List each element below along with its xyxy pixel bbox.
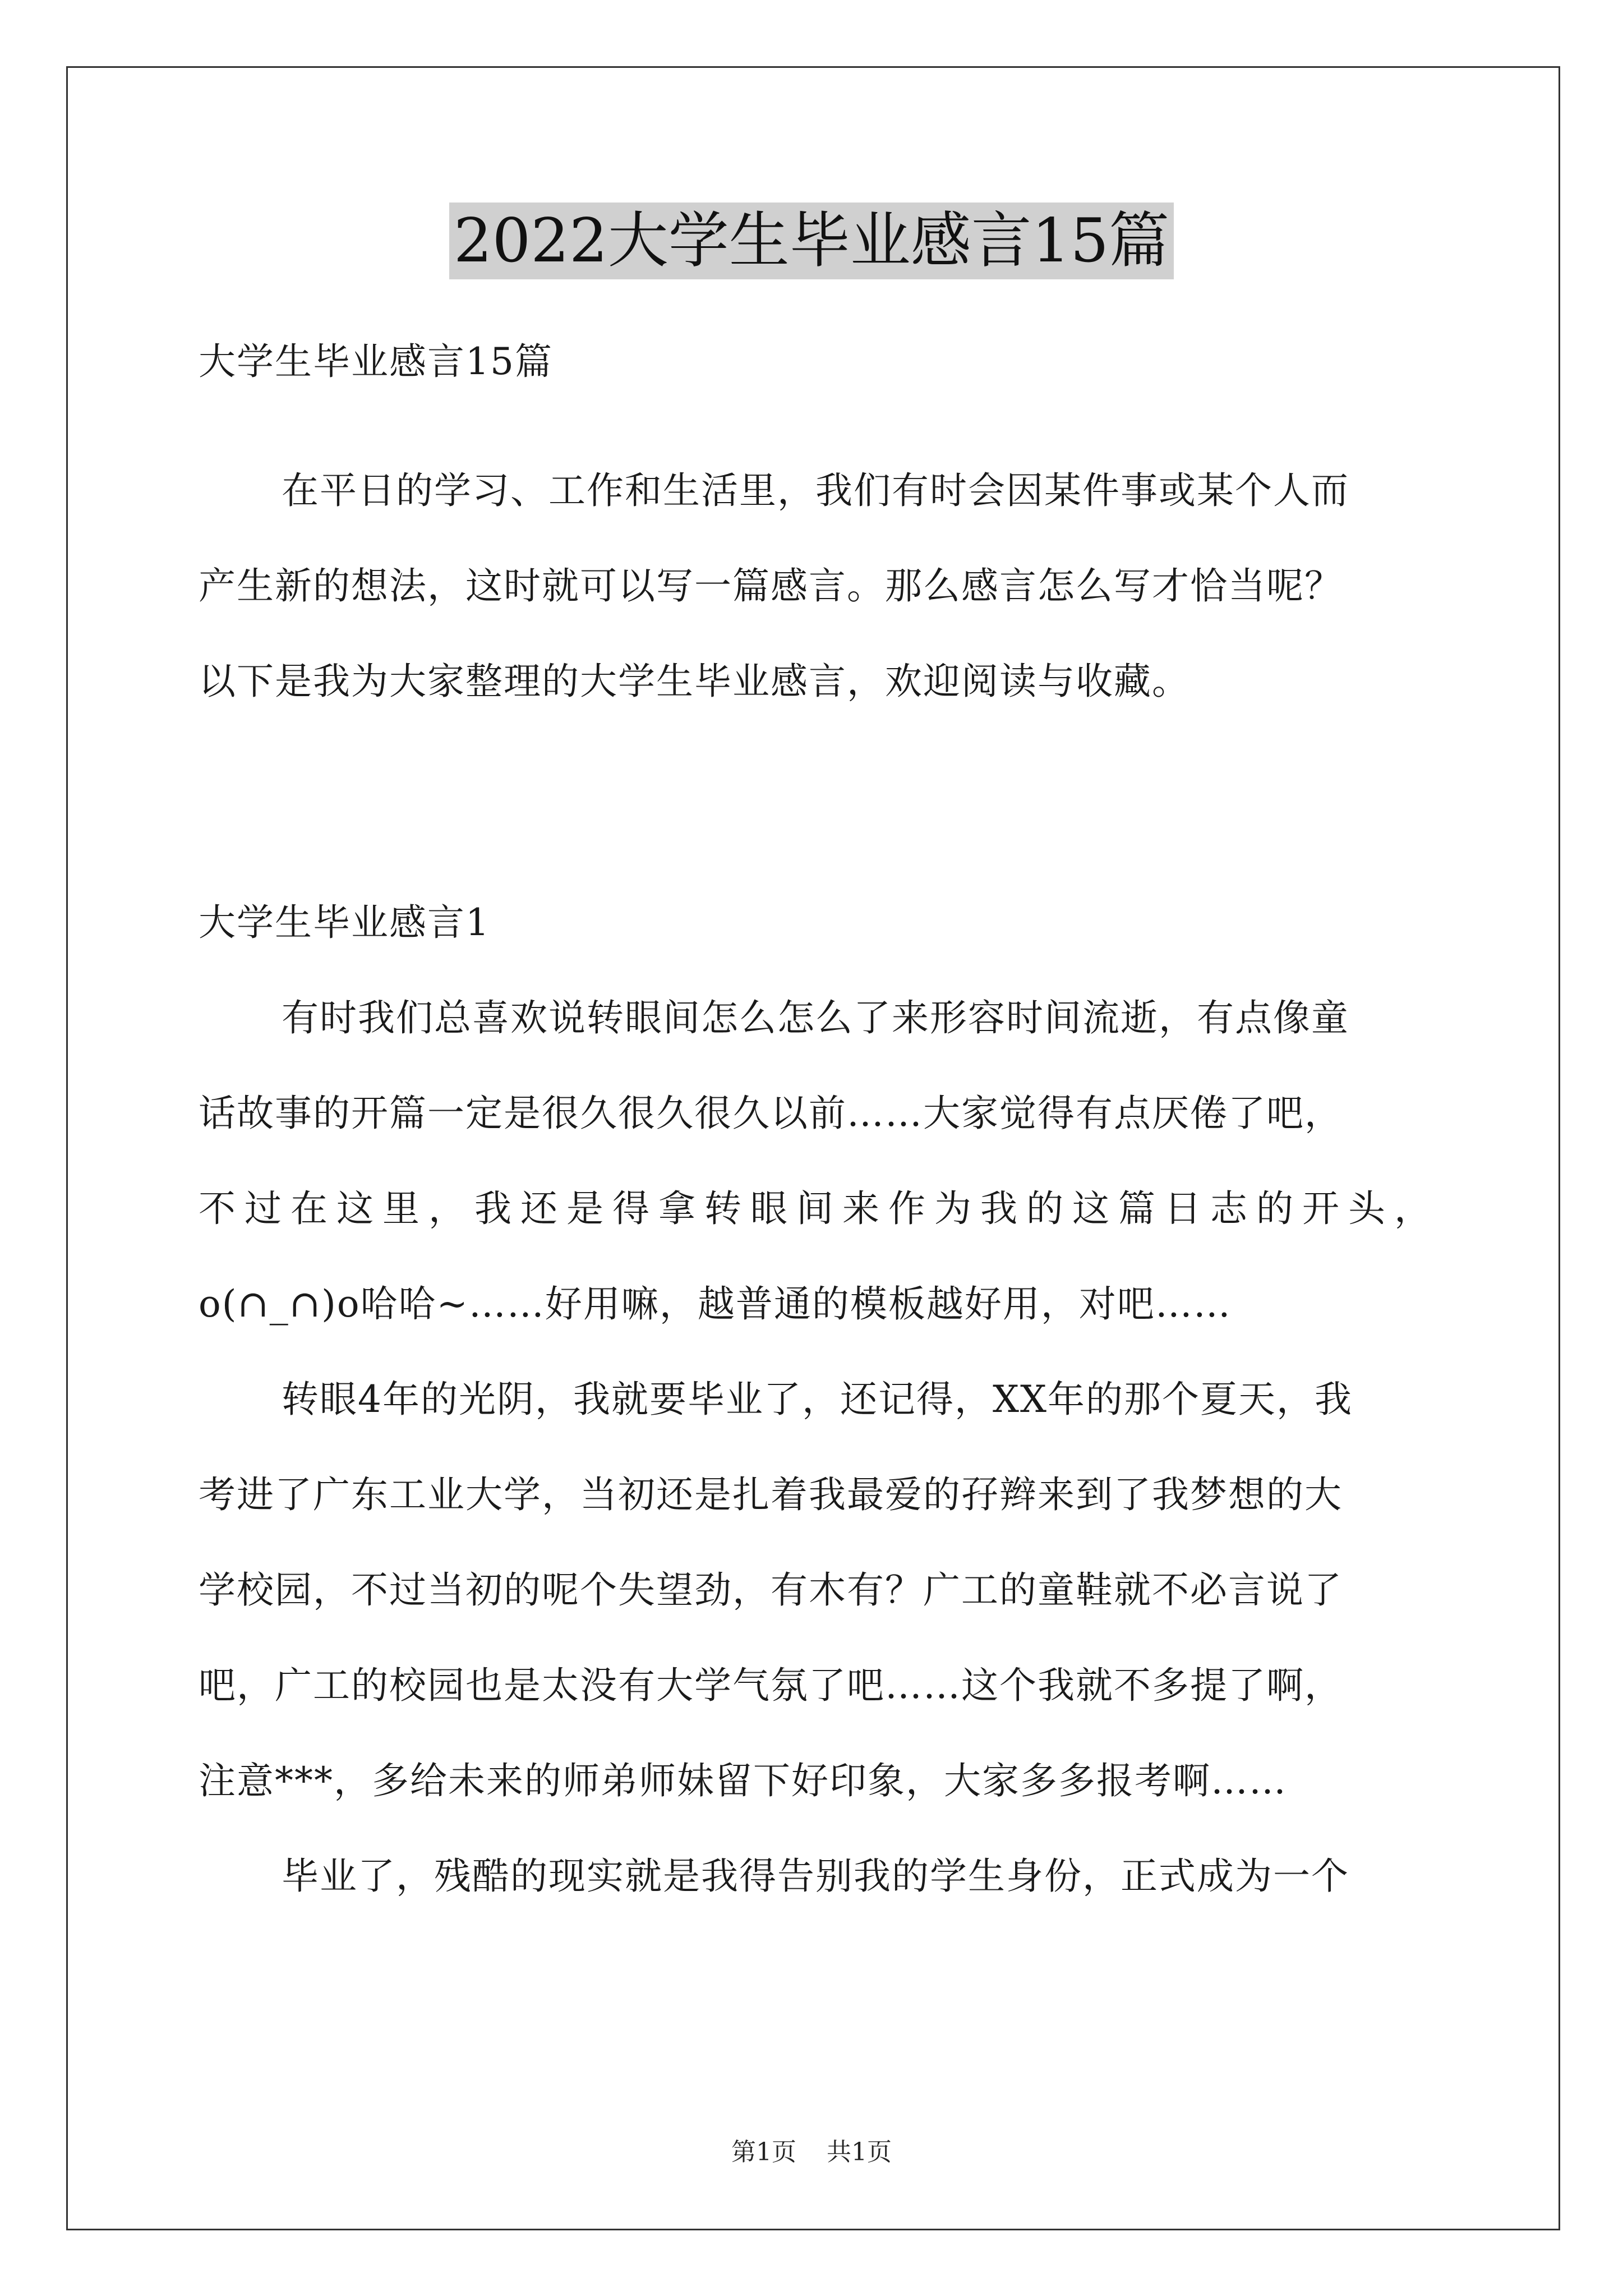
section-heading: 大学生毕业感言1 [199, 901, 490, 944]
paragraph-line: 吧，广工的校园也是太没有大学气氛了吧……这个我就不多提了啊， [199, 1664, 1343, 1707]
paragraph-3 [199, 1829, 1432, 1924]
intro-line: 以下是我为大家整理的大学生毕业感言，欢迎阅读与收藏。 [199, 660, 1190, 703]
intro-paragraph [199, 443, 1432, 729]
paragraph-line: 毕业了，残酷的现实就是我得告别我的学生身份，正式成为一个 [282, 1855, 1349, 1898]
paragraph-line: 注意***，多给未来的师弟师妹留下好印象，大家多多报考啊…… [199, 1759, 1287, 1802]
paragraph-line: o(∩_∩)o哈哈~……好用嘛，越普通的模板越好用，对吧…… [199, 1282, 1232, 1326]
paragraph-line: 学校园，不过当初的呢个失望劲，有木有？广工的童鞋就不必言说了 [199, 1568, 1343, 1612]
intro-line: 产生新的想法，这时就可以写一篇感言。那么感言怎么写才恰当呢？ [199, 564, 1343, 608]
intro-line: 在平日的学习、工作和生活里，我们有时会因某件事或某个人而 [282, 469, 1349, 512]
document-title-text: 2022大学生毕业感言15篇 [449, 203, 1174, 279]
section-heading-block [199, 875, 1432, 970]
document-title [0, 202, 1623, 280]
document-subtitle: 大学生毕业感言15篇 [199, 340, 553, 383]
document-subtitle-block [199, 314, 1432, 409]
page-footer [0, 2132, 1623, 2168]
paragraph-line: 转眼4年的光阴，我就要毕业了，还记得，XX年的那个夏天，我 [282, 1378, 1353, 1421]
paragraph-2 [199, 1352, 1432, 1829]
page-number-total: 共1页 [827, 2138, 892, 2166]
paragraph-line: 考进了广东工业大学，当初还是扎着我最爱的孖辫来到了我梦想的大 [199, 1473, 1343, 1516]
paragraph-line: 不过在这里，我还是得拿转眼间来作为我的这篇日志的开头， [199, 1187, 1440, 1230]
paragraph-1 [199, 970, 1440, 1352]
page-number-current: 第1页 [731, 2138, 796, 2166]
paragraph-line: 话故事的开篇一定是很久很久很久以前……大家觉得有点厌倦了吧， [199, 1092, 1343, 1135]
paragraph-line: 有时我们总喜欢说转眼间怎么怎么了来形容时间流逝，有点像童 [282, 996, 1349, 1039]
